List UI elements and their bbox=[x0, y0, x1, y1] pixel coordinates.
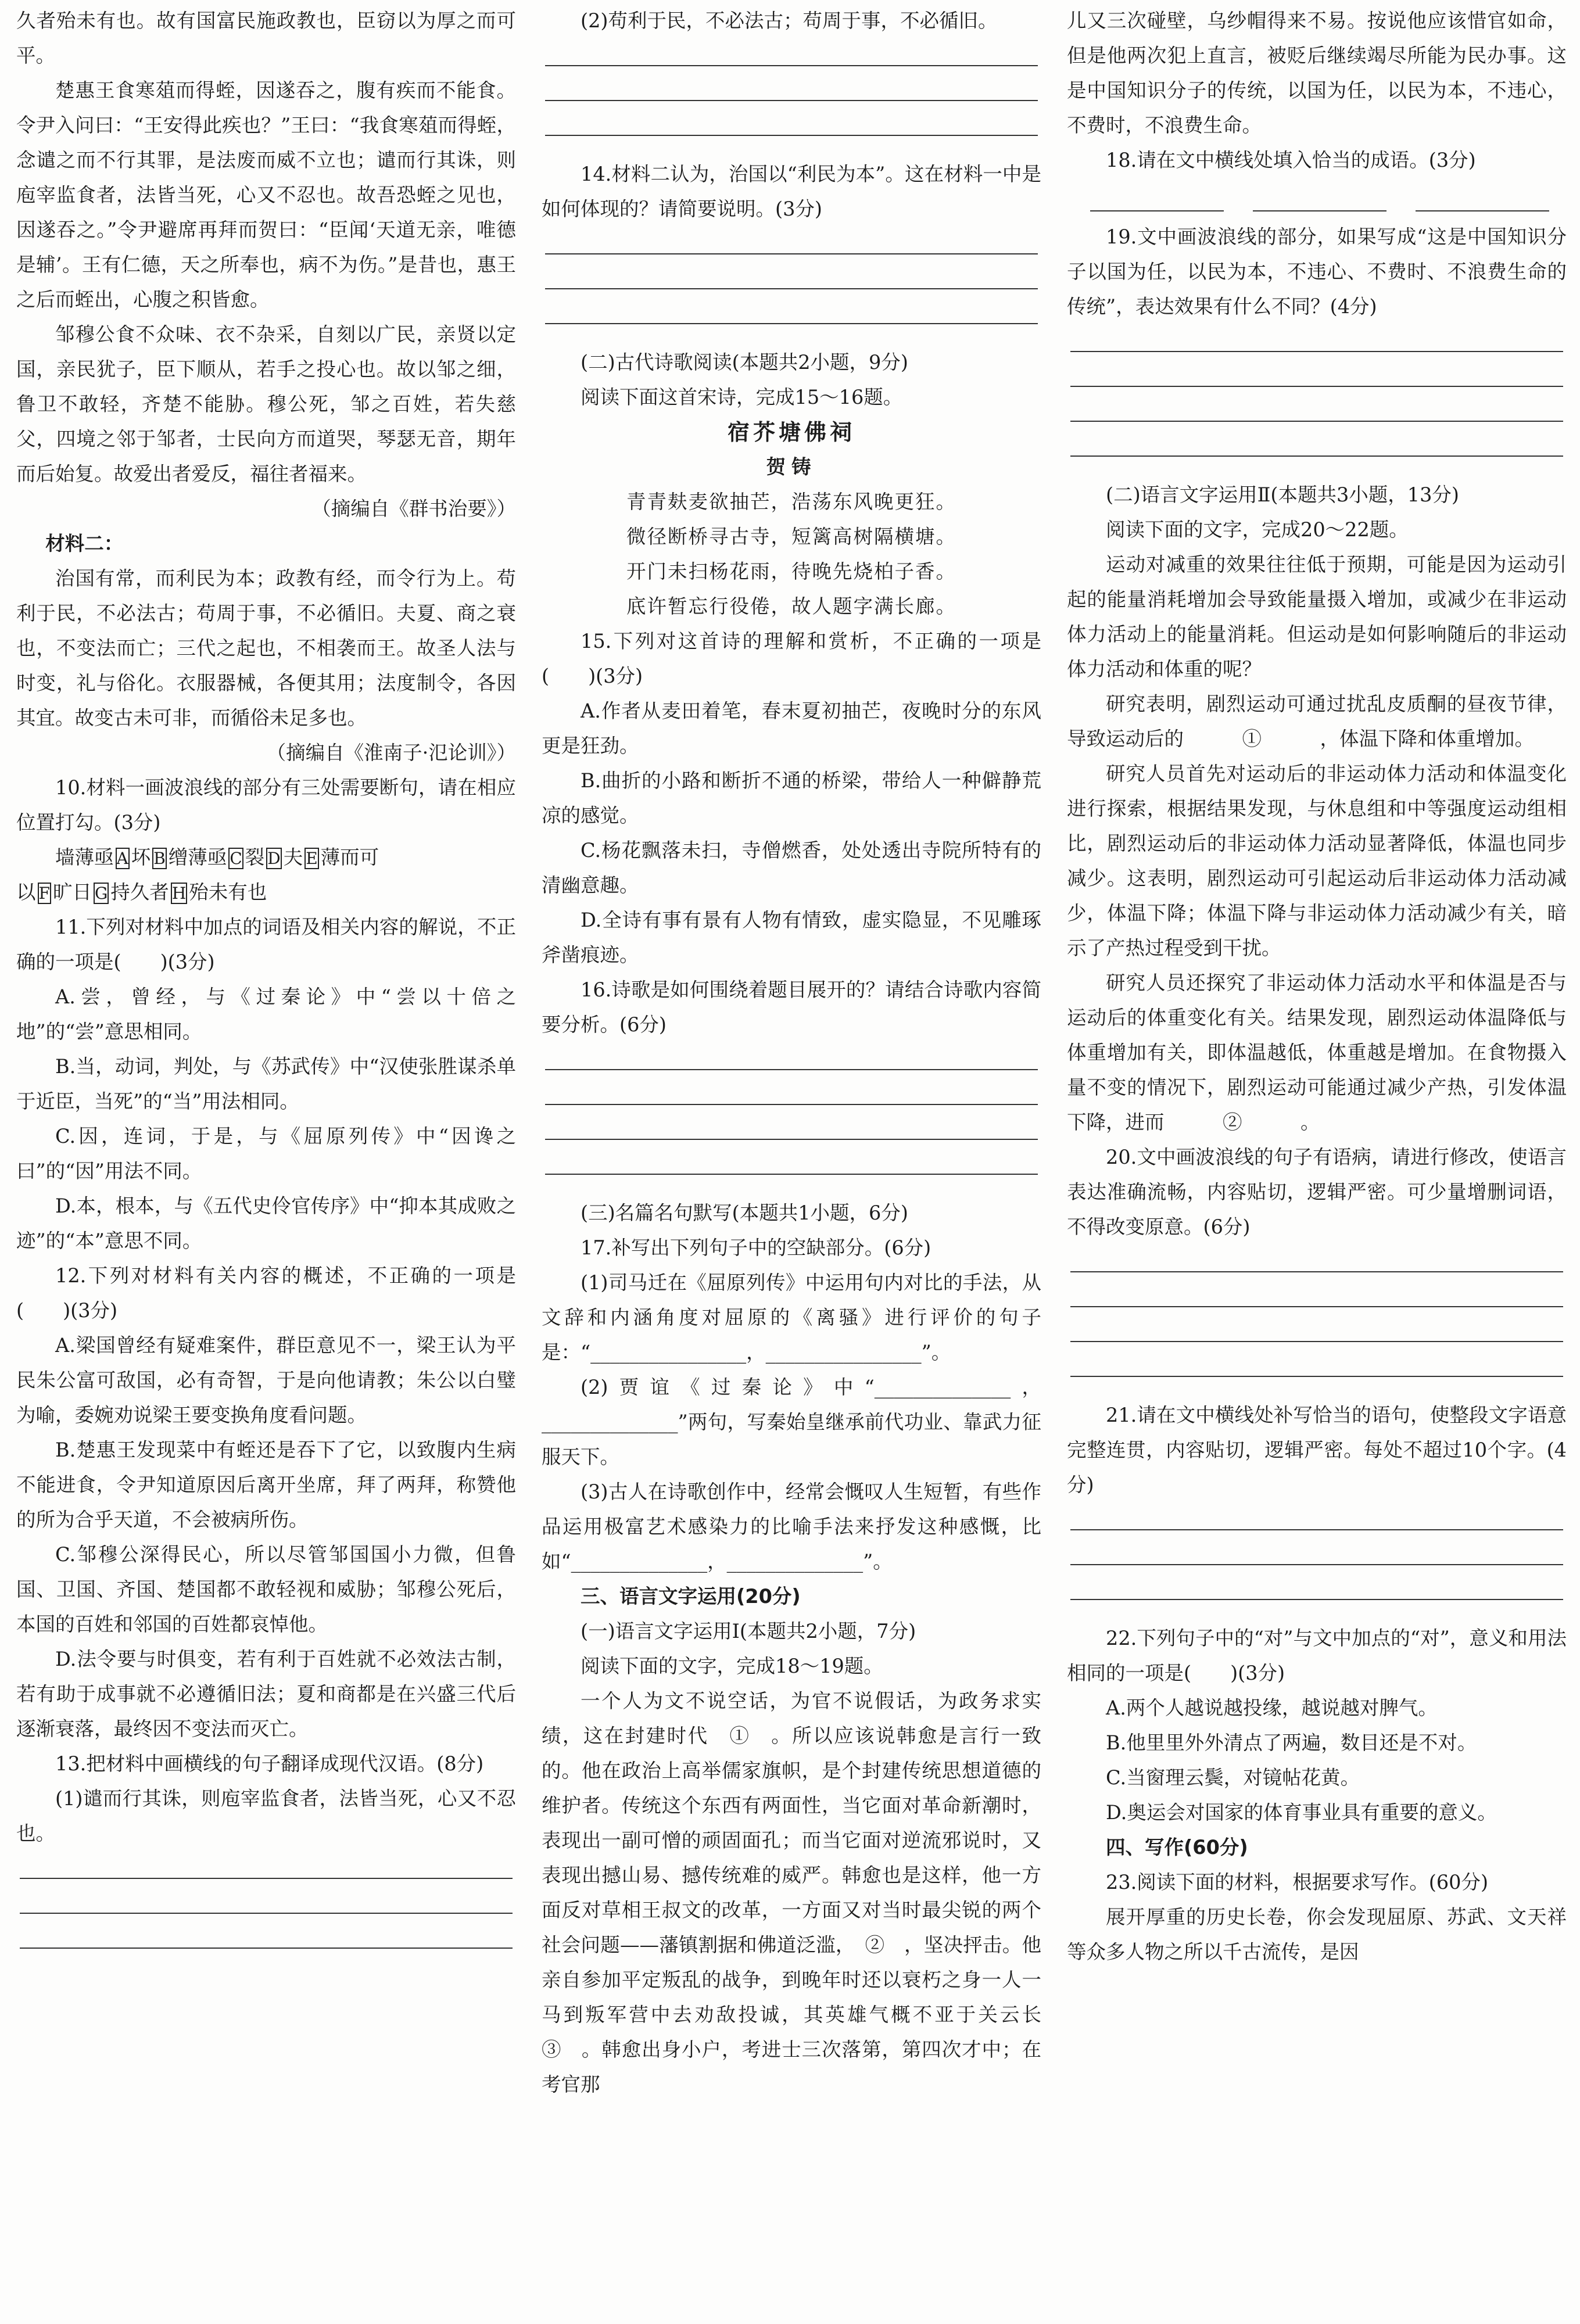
blank-1[interactable] bbox=[1090, 210, 1224, 211]
question-15: 15.下列对这首诗的理解和赏析，不正确的一项是( )(3分) bbox=[542, 630, 1041, 687]
section-poetry-heading: (二)古代诗歌阅读(本题共2小题，9分) bbox=[581, 351, 908, 374]
q10-seg: 墙薄亟 bbox=[55, 846, 114, 869]
question-22-option-d: D.奥运会对国家的体育事业具有重要的意义。 bbox=[1106, 1801, 1497, 1824]
question-12-option-c: C.邹穆公深得民心，所以尽管邹国国小力微，但鲁国、卫国、齐国、楚国都不敢轻视和威胁；邹穆公死后，本国的百姓和邻国的百姓都哀悼他。 bbox=[16, 1543, 516, 1636]
material2-source: （摘编自《淮南子·氾论训》） bbox=[266, 741, 516, 764]
material1-source: （摘编自《群书治要》） bbox=[311, 497, 516, 520]
passage-exercise-p4: 研究人员还探究了非运动体力活动水平和体温是否与运动后的体重变化有关。结果发现，剧烈运动体温降低与体重增加有关，即体温越低，体重越是增加。在食物摄入量不变的情况下，剧烈运动可能通过减少产热，引发体温下降，进而 ② 。 bbox=[1067, 971, 1567, 1134]
poem-line: 微径断桥寻古寺，短篱高树隔横塘。 bbox=[626, 525, 956, 548]
answer-line[interactable] bbox=[542, 296, 1041, 331]
q10-box-h[interactable]: H bbox=[171, 884, 187, 903]
section-language-2-heading: (二)语言文字运用Ⅱ(本题共3小题，13分) bbox=[1106, 483, 1459, 506]
question-17-item-2: (2)贾谊《过秦论》中“______________，______________”两句，写秦始皇继承前代功业、靠武力征服天下。 bbox=[542, 1376, 1041, 1468]
question-22-option-a: A.两个人越说越投缘，越说越对脾气。 bbox=[1106, 1697, 1438, 1719]
poem-author: 贺铸 bbox=[766, 456, 817, 478]
question-17-item-1: (1)司马迁在《屈原列传》中运用句内对比的手法，从文辞和内涵角度对屈原的《离骚》进行评价的句子是：“________________，________________”。 bbox=[542, 1271, 1041, 1364]
poem-line: 开门未扫杨花雨，待晚先烧柏子香。 bbox=[626, 560, 956, 583]
blank-2[interactable] bbox=[1253, 210, 1386, 211]
question-10: 10.材料一画波浪线的部分有三处需要断句，请在相应位置打勾。(3分) bbox=[16, 776, 516, 834]
question-12-option-b: B.楚惠王发现菜中有蛭还是吞下了它，以致腹内生病不能进食，令尹知道原因后离开坐席，拜了两拜，称赞他的所为合乎天道，不会被病所伤。 bbox=[16, 1439, 516, 1531]
question-15-option-b: B.曲折的小路和断折不通的桥梁，带给人一种僻静荒凉的感觉。 bbox=[542, 769, 1041, 827]
answer-line[interactable] bbox=[1067, 1537, 1567, 1572]
passage-hanyu: 一个人为文不说空话，为官不说假话，为政务求实绩，这在封建时代 ① 。所以应该说韩愈是言行一致的。他在政治上高举儒家旗帜，是个封建传统思想道德的维护者。传统这个东西有两面性，当它面对革命新潮时，表现出一副可憎的顽固面孔；而当它面对逆流邪说时，又表现出撼山易、撼传统难的威严。韩愈也是这样，他一方面反对草相王叔文的改革，一方面又对当时最尖锐的两个社会问题——藩镇割据和佛道泛滥， ② ，坚决抨击。他亲自参加平定叛乱的战争，到晚年时还以衰朽之身一人一马到叛军营中去劝敌投诚，其英雄气概不亚于关云长 ③ 。韩愈出身小户，考进士三次落第，第四次才中；在考官那 bbox=[542, 1690, 1061, 2096]
q10-seg: 以 bbox=[16, 881, 36, 903]
answer-line[interactable] bbox=[1067, 324, 1567, 359]
question-10-sentence bbox=[16, 840, 516, 875]
section-language-2-intro: 阅读下面的文字，完成20～22题。 bbox=[1106, 518, 1409, 541]
answer-line[interactable] bbox=[542, 1042, 1041, 1077]
answer-line[interactable] bbox=[542, 1077, 1041, 1112]
answer-line[interactable] bbox=[542, 1112, 1041, 1147]
idiom-blanks bbox=[1067, 178, 1567, 220]
question-13: 13.把材料中画横线的句子翻译成现代汉语。(8分) bbox=[55, 1752, 484, 1775]
q10-box-g[interactable]: G bbox=[94, 884, 108, 903]
answer-line[interactable] bbox=[1067, 394, 1567, 429]
answer-line[interactable] bbox=[1067, 1245, 1567, 1279]
answer-line[interactable] bbox=[16, 1851, 516, 1886]
question-10-sentence-line2 bbox=[16, 875, 516, 910]
q10-seg: 旷日 bbox=[52, 881, 92, 903]
q10-box-c[interactable]: C bbox=[230, 849, 242, 868]
question-18: 18.请在文中横线处填入恰当的成语。(3分) bbox=[1106, 149, 1476, 171]
answer-line[interactable] bbox=[1067, 359, 1567, 394]
passage-hanyu-continued: 儿又三次碰壁，乌纱帽得来不易。按说他应该惜官如命，但是他两次犯上直言，被贬后继续竭尽所能为民办事。这是中国知识分子的传统，以国为任，以民为本，不违心，不费时，不浪费生命。 bbox=[1067, 9, 1567, 137]
question-22-option-c: C.当窗理云鬓，对镜帖花黄。 bbox=[1106, 1766, 1360, 1789]
material1-continued: 久者殆未有也。故有国富民施政教也，臣窃以为厚之而可平。 bbox=[16, 9, 516, 67]
answer-line[interactable] bbox=[542, 108, 1041, 143]
question-15-option-d: D.全诗有事有景有人物有情致，虚实隐显，不见雕琢斧凿痕迹。 bbox=[542, 909, 1041, 966]
answer-line[interactable] bbox=[1067, 1502, 1567, 1537]
answer-line[interactable] bbox=[542, 73, 1041, 108]
question-23-material: 展开厚重的历史长卷，你会发现屈原、苏武、文天祥等众多人物之所以千古流传，是因 bbox=[1067, 1906, 1567, 1963]
answer-line[interactable] bbox=[542, 261, 1041, 296]
q10-box-b[interactable]: B bbox=[153, 849, 166, 868]
material2-text: 治国有常，而利民为本；政教有经，而令行为上。苟利于民，不必法古；苟周于事，不必循旧。夫夏、商之衰也，不变法而亡；三代之起也，不相袭而王。故圣人法与时变，礼与俗化。衣服器械，各便其用；法度制令，各因其宜。故变古未可非，而循俗未足多也。 bbox=[16, 567, 516, 729]
question-11-option-c: C.因，连词，于是，与《屈原列传》中“因谗之曰”的“因”用法不同。 bbox=[16, 1125, 516, 1182]
question-13-sentence-1: (1)谴而行其诛，则庖宰监食者，法皆当死，心又不忍也。 bbox=[16, 1787, 516, 1845]
question-11-option-a: A.尝，曾经，与《过秦论》中“尝以十倍之地”的“尝”意思相同。 bbox=[16, 985, 516, 1043]
question-17-item-3: (3)古人在诗歌创作中，经常会慨叹人生短暂，有些作品运用极富艺术感染力的比喻手法来抒发这种感慨，比如“______________，______________”。 bbox=[542, 1480, 1041, 1573]
q10-seg: 持久者 bbox=[110, 881, 169, 903]
answer-line[interactable] bbox=[542, 1147, 1041, 1182]
answer-line[interactable] bbox=[16, 1921, 516, 1956]
question-21: 21.请在文中横线处补写恰当的语句，使整段文字语意完整连贯，内容贴切，逻辑严密。每处不超过10个字。(4分) bbox=[1067, 1404, 1567, 1496]
column-middle bbox=[542, 3, 1061, 2321]
question-12-option-a: A.梁国曾经有疑难案件，群臣意见不一，梁王认为平民朱公富可敌国，必有奇智，于是向他请教；朱公以白璧为喻，委婉劝说梁王要变换角度看问题。 bbox=[16, 1334, 516, 1426]
question-11: 11.下列对材料中加点的词语及相关内容的解说，不正确的一项是( )(3分) bbox=[16, 916, 516, 973]
question-13-sentence-2: (2)苟利于民，不必法古；苟周于事，不必循旧。 bbox=[581, 9, 998, 32]
part-three-heading: 三、语言文字运用(20分) bbox=[581, 1585, 801, 1608]
answer-line[interactable] bbox=[542, 38, 1041, 73]
material1-paragraph-chuhuiwang: 楚惠王食寒葅而得蛭，因遂吞之，腹有疾而不能食。令尹入问曰：“王安得此疾也？”王曰：“我食寒葅而得蛭，念谴之而不行其罪，是法废而威不立也；谴而行其诛，则庖宰监食者，法皆当死，心又不忍也。故吾恐蛭之见也，因遂吞之。”令尹避席再拜而贺曰：“臣闻‘天道无亲，唯德是辅’。王有仁德，天之所奉也，病不为伤。”是昔也，惠王之后而蛭出，心腹之积皆愈。 bbox=[16, 79, 516, 311]
question-23: 23.阅读下面的材料，根据要求写作。(60分) bbox=[1106, 1871, 1489, 1893]
section-language-1-heading: (一)语言文字运用Ⅰ(本题共2小题，7分) bbox=[581, 1620, 916, 1642]
passage-exercise-p1: 运动对减重的效果往往低于预期，可能是因为运动引起的能量消耗增加会导致能量摄入增加，或减少在非运动体力活动上的能量消耗。但运动是如何影响随后的非运动体力活动和体重的呢？ bbox=[1067, 553, 1567, 680]
column-left bbox=[16, 3, 516, 2321]
question-19: 19.文中画波浪线的部分，如果写成“这是中国知识分子以国为任，以民为本，不违心、不费时、不浪费生命的传统”，表达效果有什么不同？(4分) bbox=[1067, 225, 1567, 318]
blank-3[interactable] bbox=[1416, 210, 1549, 211]
answer-line[interactable] bbox=[1067, 1279, 1567, 1314]
poem-line: 底许暂忘行役倦，故人题字满长廊。 bbox=[626, 595, 956, 618]
section-dictation-heading: (三)名篇名句默写(本题共1小题，6分) bbox=[581, 1202, 908, 1224]
q10-box-e[interactable]: E bbox=[306, 849, 318, 868]
q10-seg: 缯薄亟 bbox=[168, 846, 227, 869]
section-poetry-intro: 阅读下面这首宋诗，完成15～16题。 bbox=[581, 386, 903, 408]
q10-box-a[interactable]: A bbox=[116, 849, 128, 868]
question-14: 14.材料二认为，治国以“利民为本”。这在材料一中是如何体现的？请简要说明。(3分) bbox=[542, 163, 1041, 220]
question-12: 12.下列对材料有关内容的概述，不正确的一项是( )(3分) bbox=[16, 1264, 516, 1322]
q10-box-f[interactable]: F bbox=[38, 884, 50, 903]
passage-exercise-p2: 研究表明，剧烈运动可通过扰乱皮质酮的昼夜节律，导致运动后的 ① ，体温下降和体重增加。 bbox=[1067, 693, 1567, 750]
question-11-option-b: B.当，动词，判处，与《苏武传》中“汉使张胜谋杀单于近臣，当死”的“当”用法相同。 bbox=[16, 1055, 516, 1113]
q10-box-d[interactable]: D bbox=[267, 849, 281, 868]
question-11-option-d: D.本，根本，与《五代史伶官传序》中“抑本其成败之迹”的“本”意思不同。 bbox=[16, 1195, 516, 1252]
question-17: 17.补写出下列句子中的空缺部分。(6分) bbox=[581, 1236, 931, 1259]
material1-paragraph-zoumugong: 邹穆公食不众味、衣不杂采，自刻以广民，亲贤以定国，亲民犹子，臣下顺从，若手之投心也。故以邹之细，鲁卫不敢轻，齐楚不能胁。穆公死，邹之百姓，若失慈父，四境之邻于邹者，士民向方而道哭，琴瑟无音，期年而后始复。故爱出者爱反，福往者福来。 bbox=[16, 323, 516, 485]
answer-line[interactable] bbox=[1067, 429, 1567, 464]
poem-line: 青青麸麦欲抽芒，浩荡东风晚更狂。 bbox=[626, 490, 956, 513]
question-22-option-b: B.他里里外外清点了两遍，数目还是不对。 bbox=[1106, 1731, 1477, 1754]
poem-title: 宿芥塘佛祠 bbox=[727, 419, 855, 445]
question-15-option-a: A.作者从麦田着笔，春末夏初抽芒，夜晚时分的东风更是狂劲。 bbox=[542, 700, 1041, 757]
question-22: 22.下列句子中的“对”与文中加点的“对”，意义和用法相同的一项是( )(3分) bbox=[1067, 1627, 1567, 1684]
answer-line[interactable] bbox=[542, 227, 1041, 261]
answer-line[interactable] bbox=[16, 1886, 516, 1921]
question-20: 20.文中画波浪线的句子有语病，请进行修改，使语言表达准确流畅，内容贴切，逻辑严密。可少量增删词语，不得改变原意。(6分) bbox=[1067, 1146, 1567, 1238]
material2-heading: 材料二： bbox=[45, 532, 124, 555]
q10-seg: 殆未有也 bbox=[189, 881, 267, 903]
part-four-heading: 四、写作(60分) bbox=[1106, 1836, 1248, 1859]
answer-line[interactable] bbox=[1067, 1349, 1567, 1384]
column-right bbox=[1067, 3, 1567, 2321]
section-language-1-intro: 阅读下面的文字，完成18～19题。 bbox=[581, 1655, 883, 1677]
q10-seg: 裂 bbox=[245, 846, 265, 869]
answer-line[interactable] bbox=[1067, 1572, 1567, 1607]
q10-seg: 薄而可 bbox=[320, 846, 379, 869]
answer-line[interactable] bbox=[1067, 1314, 1567, 1349]
q10-seg: 夫 bbox=[283, 846, 303, 869]
question-16: 16.诗歌是如何围绕着题目展开的？请结合诗歌内容简要分析。(6分) bbox=[542, 978, 1041, 1036]
q10-seg: 坏 bbox=[131, 846, 151, 869]
question-12-option-d: D.法令要与时俱变，若有利于百姓就不必效法古制，若有助于成事就不必遵循旧法；夏和商都是在兴盛三代后逐渐衰落，最终因不变法而灭亡。 bbox=[16, 1648, 516, 1740]
passage-exercise-p3: 研究人员首先对运动后的非运动体力活动和体温变化进行探索，根据结果发现，与休息组和中等强度运动组相比，剧烈运动后的非运动体力活动显著降低，体温也同步减少。这表明，剧烈运动可引起运动后非运动体力活动减少，体温下降；体温下降与非运动体力活动减少有关，暗示了产热过程受到干扰。 bbox=[1067, 762, 1567, 959]
question-15-option-c: C.杨花飘落未扫，寺僧燃香，处处透出寺院所特有的清幽意趣。 bbox=[542, 839, 1041, 896]
